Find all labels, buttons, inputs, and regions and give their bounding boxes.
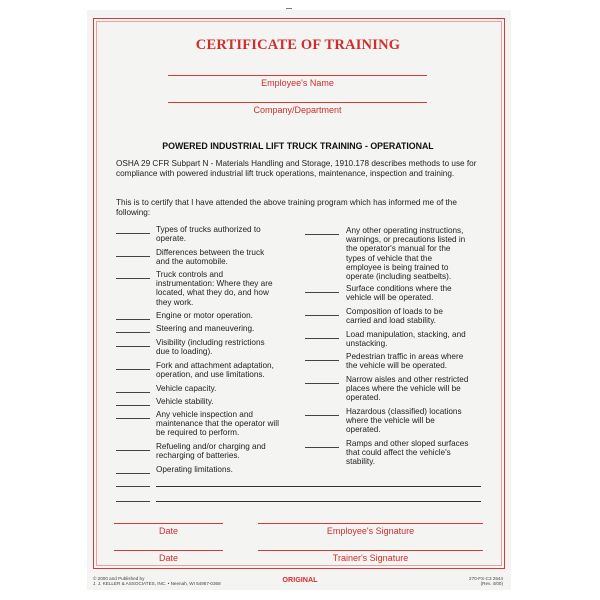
revision-date: (Rev. 4/00) xyxy=(480,581,503,587)
certify-paragraph: This is to certify that I have attended the above training program which has informed me of the following: xyxy=(116,198,457,217)
topic-item xyxy=(156,465,233,474)
topic-item-line: where the vehicle will be xyxy=(346,416,435,426)
topic-item-line: Vehicle capacity. xyxy=(156,384,217,393)
company-department-label: Company/Department xyxy=(253,105,342,115)
topic-item-line: employee is being trained to xyxy=(346,262,449,272)
topic-item-line: operate (including seatbelts). xyxy=(346,272,452,282)
topic-checkoff-blank[interactable] xyxy=(305,447,339,448)
training-heading: POWERED INDUSTRIAL LIFT TRUCK TRAINING - OPERATIONAL xyxy=(162,141,434,151)
topic-item-line: Load manipulation, stacking, and xyxy=(346,330,466,339)
topic-checkoff-blank[interactable] xyxy=(116,392,150,393)
topic-checkoff-blank[interactable] xyxy=(305,415,339,416)
topic-item xyxy=(156,225,261,243)
topic-item xyxy=(156,442,266,460)
topic-item xyxy=(156,384,216,393)
topic-item-line: due to loading). xyxy=(156,347,213,357)
topic-item-line: Fork and attachment adaptation, xyxy=(156,361,274,370)
topic-item-line: Any vehicle inspection and xyxy=(156,410,253,419)
topic-item-line: Vehicle stability. xyxy=(156,397,214,406)
topic-item-line: that could affect the vehicle's xyxy=(346,448,451,458)
date-label: Date xyxy=(158,553,178,563)
copyright-line: © 2000 and Published by xyxy=(93,576,145,581)
topic-checkoff-blank[interactable] xyxy=(116,256,150,257)
topic-item-line: instrumentation: Where they are xyxy=(156,279,273,289)
date-line[interactable] xyxy=(114,550,223,551)
topic-item-line: Composition of loads to be xyxy=(346,307,443,316)
topic-item-line: carried and load stability. xyxy=(346,316,436,326)
publisher-footer xyxy=(93,576,221,587)
topic-item-line: the vehicle will be operated. xyxy=(346,361,448,371)
topic-checkoff-blank[interactable] xyxy=(116,233,150,234)
topic-checkoff-blank[interactable] xyxy=(116,450,150,451)
date-label: Date xyxy=(158,526,178,536)
topic-item-line: located, what they do, and how xyxy=(156,288,269,298)
topic-item-line: operated. xyxy=(346,425,381,435)
employee-name-label: Employee's Name xyxy=(261,78,334,88)
topic-item xyxy=(156,397,214,406)
topic-item-line: Operating limitations. xyxy=(156,465,233,474)
topic-item-line: the operator's manual for the xyxy=(346,244,451,254)
topic-item xyxy=(156,410,279,438)
topic-item xyxy=(156,270,273,307)
topic-item xyxy=(156,338,265,356)
topic-item xyxy=(346,284,452,302)
topic-item xyxy=(346,375,468,403)
company-department-line[interactable] xyxy=(168,102,427,103)
topic-item-line: Narrow aisles and other restricted xyxy=(346,375,469,384)
topic-item-line: Visibility (including restrictions xyxy=(156,338,265,347)
osha-intro-paragraph: OSHA 29 CFR Subpart N - Materials Handling and Storage, 1910.178 describes methods to use for compliance with powered industrial lift truck operations, maintenance, inspection and training. xyxy=(116,159,477,178)
trainer-signature-line[interactable] xyxy=(258,550,483,551)
sheet-top-mark xyxy=(286,8,292,9)
topic-item-line: types of vehicle that the xyxy=(346,253,433,263)
topic-item-line: Types of trucks authorized to xyxy=(156,225,261,234)
topic-checkoff-blank[interactable] xyxy=(305,338,339,339)
topic-checkoff-blank[interactable] xyxy=(116,346,150,347)
topic-item-line: unstacking. xyxy=(346,339,388,349)
topic-item xyxy=(346,439,468,467)
topic-checkoff-blank[interactable] xyxy=(116,278,150,279)
extra-topic-line[interactable] xyxy=(156,486,481,487)
topic-item-line: Hazardous (classified) locations xyxy=(346,407,462,416)
date-line[interactable] xyxy=(114,523,223,524)
topic-item xyxy=(156,311,253,320)
topic-item-line: warnings, or precautions listed in xyxy=(346,235,466,245)
topic-checkoff-blank[interactable] xyxy=(305,360,339,361)
original-label: ORIGINAL xyxy=(282,575,318,584)
trainer-signature-label: Trainer's Signature xyxy=(332,553,409,563)
topic-item-line: operated. xyxy=(346,393,381,403)
topic-checkoff-blank[interactable] xyxy=(116,369,150,370)
topic-item-line: they work. xyxy=(156,297,194,307)
topic-checkoff-blank[interactable] xyxy=(116,332,150,333)
publisher-line: J. J. KELLER & ASSOCIATES, INC. • Neenah, WI 54957-0368 xyxy=(93,581,221,587)
topic-item-line: recharging of batteries. xyxy=(156,451,240,461)
topic-item-line: be required to perform. xyxy=(156,428,240,438)
topic-item-line: maintenance that the operator will xyxy=(156,419,279,429)
topic-item xyxy=(346,226,465,281)
topic-checkoff-blank[interactable] xyxy=(116,405,150,406)
topic-item-line: Surface conditions where the xyxy=(346,284,452,293)
topic-item xyxy=(156,324,254,333)
extra-topic-line[interactable] xyxy=(156,501,481,502)
employee-signature-label: Employee's Signature xyxy=(326,526,415,536)
topic-item-line: Any other operating instructions, xyxy=(346,226,464,235)
topic-item-line: Engine or motor operation. xyxy=(156,311,253,320)
topic-item xyxy=(346,352,463,370)
topic-item-line: Truck controls and xyxy=(156,270,224,279)
topic-item xyxy=(346,307,443,325)
topic-item-line: operate. xyxy=(156,234,187,244)
topic-item xyxy=(156,361,274,379)
topic-item-line: places where the vehicle will be xyxy=(346,384,461,394)
topic-checkoff-blank[interactable] xyxy=(305,234,339,235)
topic-checkoff-blank[interactable] xyxy=(305,383,339,384)
topic-item-line: and the automobile. xyxy=(156,257,228,267)
topic-item-line: stability. xyxy=(346,457,375,467)
topic-checkoff-blank[interactable] xyxy=(305,315,339,316)
topic-checkoff-blank[interactable] xyxy=(116,418,150,419)
topic-item-line: operation, and use limitations. xyxy=(156,370,265,380)
employee-name-line[interactable] xyxy=(168,75,427,76)
topic-checkoff-blank[interactable] xyxy=(305,292,339,293)
topic-item-line: Differences between the truck xyxy=(156,248,265,257)
form-number: 270-FS-C3 2544 xyxy=(469,576,503,581)
topic-item xyxy=(346,330,466,348)
extra-topic-blank[interactable] xyxy=(116,501,150,502)
topic-item xyxy=(156,248,264,266)
topic-item-line: Steering and maneuvering. xyxy=(156,324,255,333)
topic-item xyxy=(346,407,462,435)
topic-item-line: Refueling and/or charging and xyxy=(156,442,266,451)
certificate-title: CERTIFICATE OF TRAINING xyxy=(195,37,401,53)
topic-checkoff-blank[interactable] xyxy=(116,319,150,320)
topic-item-line: Ramps and other sloped surfaces xyxy=(346,439,469,448)
topic-item-line: vehicle will be operated. xyxy=(346,293,434,303)
form-number-footer xyxy=(455,576,503,587)
employee-signature-line[interactable] xyxy=(258,523,483,524)
topic-checkoff-blank[interactable] xyxy=(116,473,150,474)
topic-item-line: Pedestrian traffic in areas where xyxy=(346,352,464,361)
extra-topic-blank[interactable] xyxy=(116,486,150,487)
